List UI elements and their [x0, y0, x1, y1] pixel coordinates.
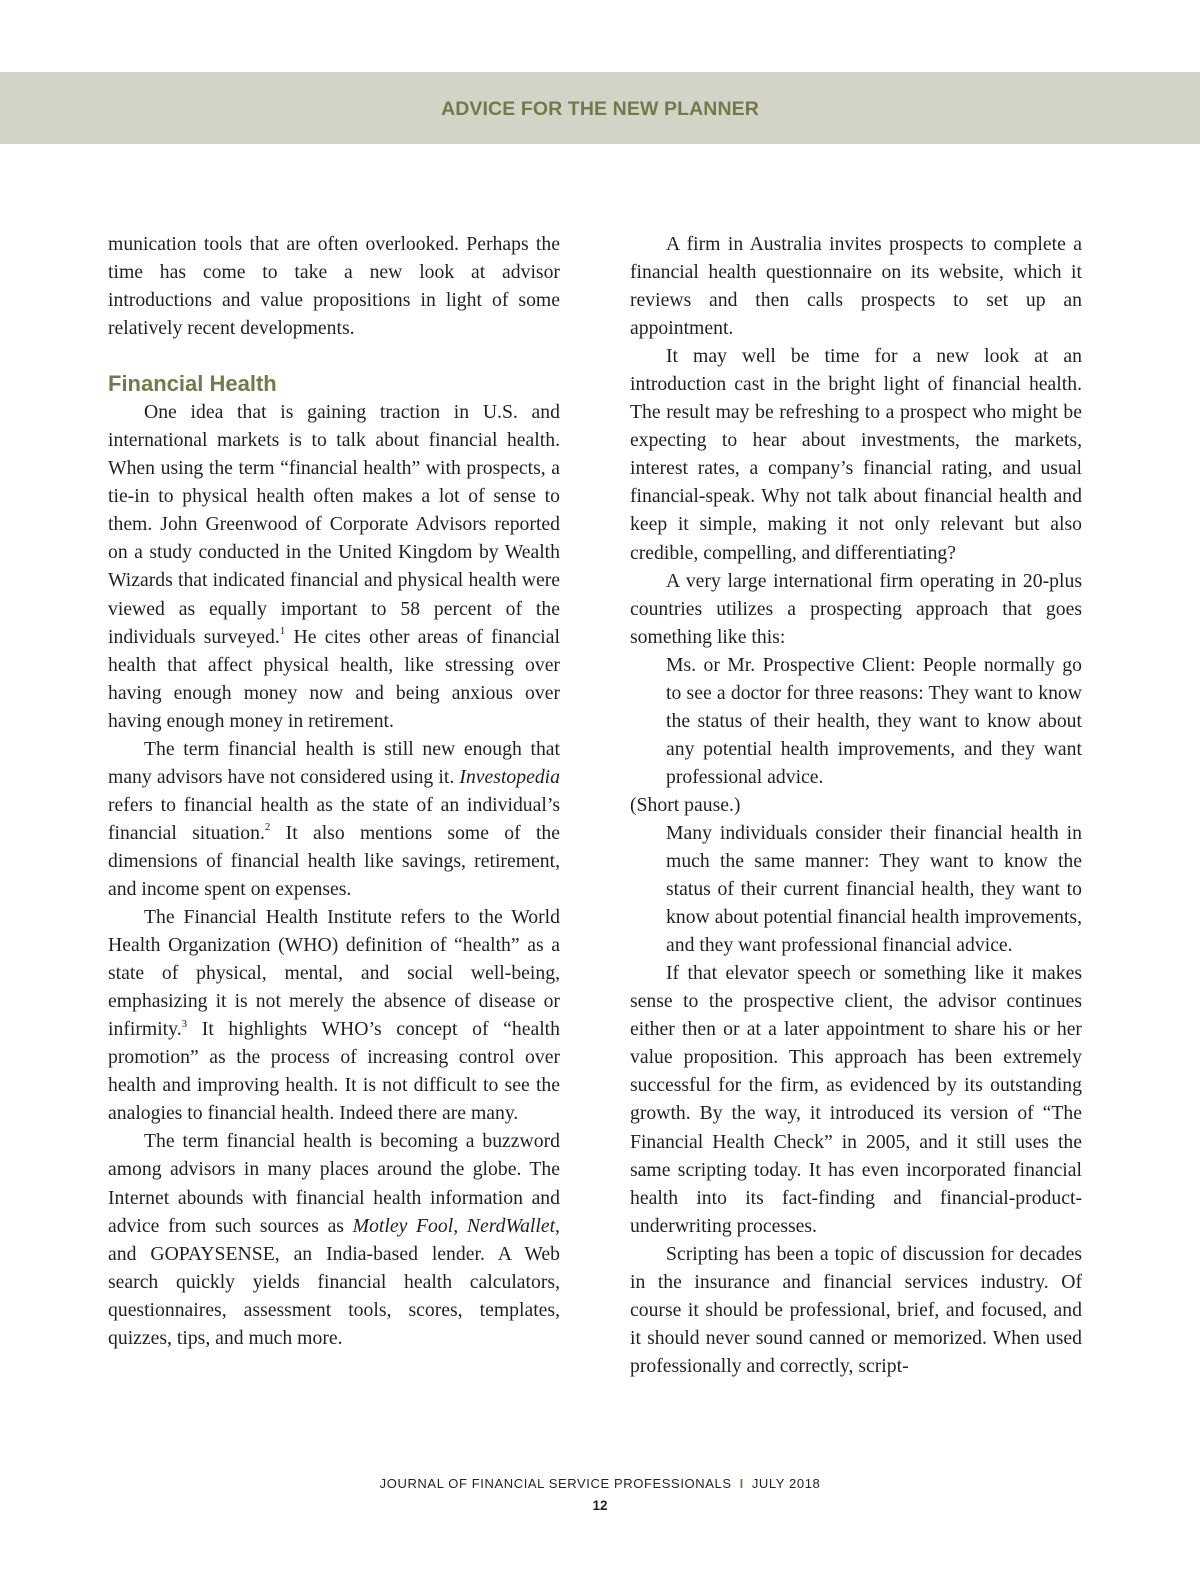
footer-separator: I	[739, 1476, 744, 1491]
section-heading: Financial Health	[108, 371, 277, 397]
page-number: 12	[592, 1498, 608, 1513]
paragraph: munication tools that are often overlooked. Perhaps the time has come to take a new look at advisor introductions and value propositions in light of some relatively recent developments.	[108, 233, 560, 340]
paragraph: The term financial health is still new enough that many advisors have not considered using it. Investopedia refers to financial health as the state of an individual’s financial situation.$^2$ It also mentions some of the dimensions of financial health like savings, retirement, and income spent on expenses.	[108, 737, 560, 900]
issue-date: JULY 2018	[751, 1476, 821, 1491]
block-quote: Many individuals consider their financial health in much the same manner: They want to know the status of their current financial health, they want to know about potential financial health improvements, and they want professional financial advice.	[666, 821, 1082, 957]
footnote-ref: 3	[181, 1017, 188, 1030]
paragraph: The Financial Health Institute refers to the World Health Organization (WHO) definition of “health” as a state of physical, mental, and social well-being, emphasizing it is not merely the absence of disease or infirmity.$^3$ It highlights WHO’s concept of “health promotion” as the process of increasing control over health and improving health. It is not difficult to see the analogies to financial health. Indeed there are many.	[108, 906, 560, 1125]
paragraph: A firm in Australia invites prospects to complete a financial health questionnaire on its website, which it reviews and then calls prospects to set up an appointment.	[630, 233, 1082, 340]
paragraph: It may well be time for a new look at an introduction cast in the bright light of financial health. The result may be refreshing to a prospect who might be expecting to hear about investments, the markets, interest rates, a company’s financial rating, and usual financial-speak. Why not talk about financial health and keep it simple, making it not only relevant but also credible, compelling, and differentiating?	[630, 345, 1082, 564]
left-column	[108, 230, 560, 1352]
footnote-ref: 2	[264, 821, 271, 834]
footnote-ref: 1	[279, 625, 286, 637]
running-header-title: ADVICE FOR THE NEW PLANNER	[441, 97, 759, 120]
paragraph: If that elevator speech or something like it makes sense to the prospective client, the advisor continues either then or at a later appointment to share his or her value proposition. This approach has been extremely successful for the firm, as evidenced by its outstanding growth. By the way, it introduced its version of “The Financial Health Check” in 2005, and it still uses the same scripting today. It has even incorporated financial health into its fact-finding and financial-product-underwriting processes.	[630, 962, 1082, 1237]
paragraph: A very large international firm operating in 20-plus countries utilizes a prospecting approach that goes something like this:	[630, 569, 1082, 648]
block-quote: Ms. or Mr. Prospective Client: People normally go to see a doctor for three reasons: They want to know the status of their health, they want to know about any potential health improvements, and they want professional advice.	[666, 653, 1082, 788]
running-header-band	[0, 72, 1200, 144]
right-column	[630, 230, 1082, 1380]
page-footer	[0, 1474, 1200, 1516]
stage-direction: (Short pause.)	[630, 793, 741, 816]
paragraph: Scripting has been a topic of discussion for decades in the insurance and financial services industry. Of course it should be professional, brief, and focused, and it should never sound canned or memorized. When used professionally and correctly, script-	[630, 1242, 1082, 1377]
journal-name: JOURNAL OF FINANCIAL SERVICE PROFESSIONALS	[379, 1476, 732, 1491]
paragraph: The term financial health is becoming a buzzword among advisors in many places around the globe. The Internet abounds with financial health information and advice from such sources as Motley Fool, NerdWallet, and GOPAYSENSE, an India-based lender. A Web search quickly yields financial health calculators, questionnaires, assessment tools, scores, templates, quizzes, tips, and much more.	[108, 1130, 560, 1349]
paragraph: One idea that is gaining traction in U.S. and international markets is to talk about financial health. When using the term “financial health” with prospects, a tie-in to physical health often makes a lot of sense to them. John Greenwood of Corporate Advisors reported on a study conducted in the United Kingdom by Wealth Wizards that indicated financial and physical health were viewed as equally important to 58 percent of the individuals surveyed.$^1$ He cites other areas of financial health that affect physical health, like stressing over having enough money now and being anxious over having enough money in retirement.	[108, 401, 560, 732]
